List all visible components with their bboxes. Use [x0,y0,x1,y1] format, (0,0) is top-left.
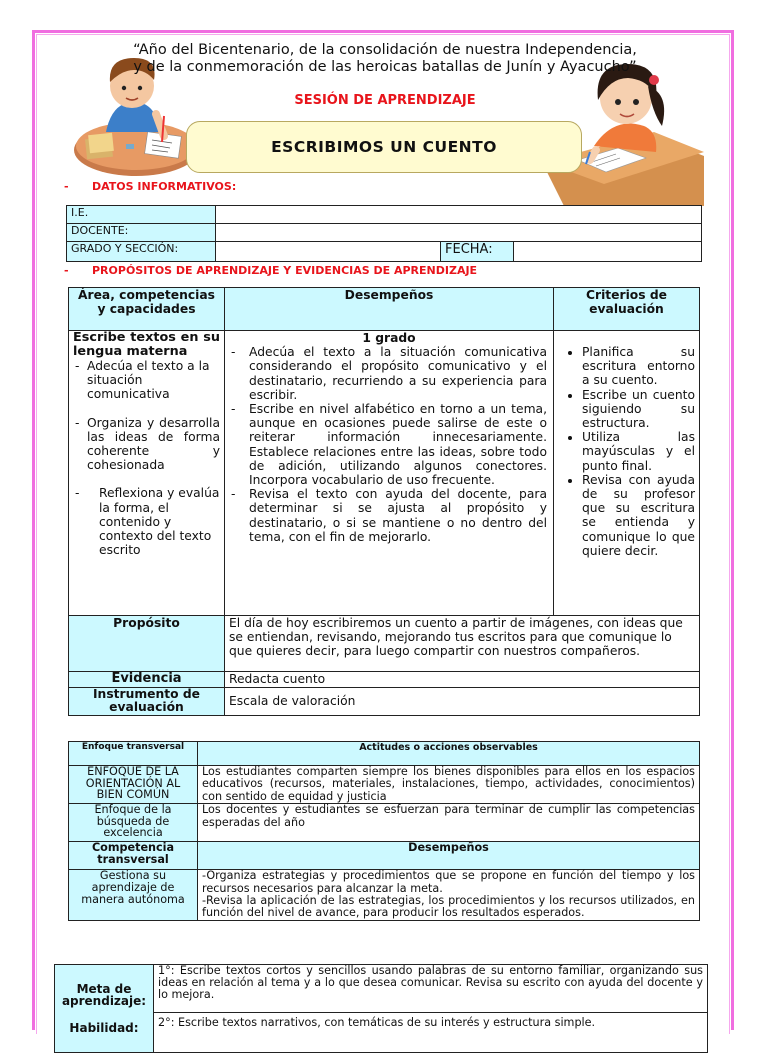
section-propositos-title: PROPÓSITOS DE APRENDIZAJE Y EVIDENCIAS DE APRENDIZAJE [92,264,478,277]
criterios-cell [554,331,700,616]
desempeno-3: - Revisa el texto con ayuda del docente, para determinar si se ajusta al propósito y destinatario, o si se mantiene o no dentro del tema, con el fin de mejorarlo. [229,487,547,544]
motto-line-2: y de la conmemoración de las heroicas batallas de Junín y Ayacucho” [133,59,637,75]
fecha-label: FECHA: [441,242,514,262]
col-competencia: Competencia transversal [69,842,198,870]
capacidad-1: - Adecúa el texto a la situación comunicativa [73,359,220,402]
desempeno-1: - Adecúa el texto a la situación comunicativa considerando el propósito comunicativo y el destinatario, recurriendo a su experiencia para escribir. [229,345,547,402]
enfoque-2: Enfoque de la búsqueda de excelencia [69,804,198,842]
meta-item-1: 1°: Escribe textos cortos y sencillos usando palabras de su entorno familiar, organizando sus ideas en relación al tema y a lo que desea comunicar. Revisa su escrito con ayuda del docente y lo mejora. [154,965,708,1013]
ie-label: I.E. [67,206,216,224]
competencia-desempeno: -Organiza estrategias y procedimientos que se propone en función del tiempo y los recursos necesarios para alcanzar la meta. -Revisa la aplicación de las estrategias, los procedimientos y los recursos utilizados, en función del nivel de avance, para producir los resultados esperados. [198,870,700,921]
grado-label: GRADO Y SECCIÓN: [67,242,216,262]
col-desempenos: Desempeños [225,288,554,331]
section-datos-title: DATOS INFORMATIVOS: [92,180,237,193]
datos-table [66,205,702,262]
fecha-value[interactable] [514,242,702,262]
desempeno-2: - Escribe en nivel alfabético en torno a un tema, aunque en ocasiones puede salirse de este o reiterar información innecesariamente. Establece relaciones entre las ideas, sobre todo de adición, utilizando algunos conectores. Incorpora vocabulario de uso frecuente. [229,402,547,487]
col-actitudes: Actitudes o acciones observables [198,742,700,766]
col-desempenos-transversal: Desempeños [198,842,700,870]
proposito-label: Propósito [69,616,225,672]
motto-line-1: “Año del Bicentenario, de la consolidación de nuestra Independencia, [133,42,637,58]
proposito-text: El día de hoy escribiremos un cuento a partir de imágenes, con ideas que se entiendan, revisando, mejorando tus escritos para que comunique lo que quieres decir, para luego compartir con nuestros compañeros. [225,616,700,672]
evidencia-label: Evidencia [69,672,225,688]
header-motto [80,42,690,76]
ie-value[interactable] [216,206,702,224]
page-title: ESCRIBIMOS UN CUENTO [271,138,497,156]
section-datos: - DATOS INFORMATIVOS: [64,180,237,193]
session-label: SESIÓN DE APRENDIZAJE [294,93,476,108]
capacidad-3: - Reflexiona y evalúa la forma, el contenido y contexto del texto escrito [73,486,220,557]
area-cell [69,331,225,616]
enfoques-table [68,741,700,921]
docente-value[interactable] [216,224,702,242]
grado-heading: 1 grado [362,331,416,345]
enfoque-1: ENFOQUE DE LA ORIENTACIÓN AL BIEN COMÚN [69,766,198,804]
competencia-transversal: Gestiona su aprendizaje de manera autónoma [69,870,198,921]
evidencia-text: Redacta cuento [225,672,700,688]
title-box [186,121,582,173]
desempenos-cell [225,331,554,616]
meta-item-2: 2°: Escribe textos narrativos, con temáticas de su interés y estructura simple. [154,1013,708,1053]
actitud-1: Los estudiantes comparten siempre los bienes disponibles para ellos en los espacios educativos (recursos, materiales, instalaciones, tiempo, actividades, conocimientos) con sentido de equidad y justicia [198,766,700,804]
meta-label: Meta de aprendizaje: [61,982,147,1009]
actitud-2: Los docentes y estudiantes se esfuerzan para terminar de cumplir las competencias esperadas del año [198,804,700,842]
meta-label-cell [55,965,154,1053]
section-propositos: - PROPÓSITOS DE APRENDIZAJE Y EVIDENCIAS DE APRENDIZAJE [64,264,478,277]
docente-label: DOCENTE: [67,224,216,242]
col-enfoque: Enfoque transversal [69,742,198,766]
criterio-3: • Utiliza las mayúsculas y el punto final. [582,430,695,473]
instrumento-text: Escala de valoración [225,688,700,716]
grado-value[interactable] [216,242,441,262]
instrumento-label: Instrumento de evaluación [69,688,225,716]
meta-table [54,964,708,1053]
criterio-1: • Planifica su escritura entorno a su cuento. [582,345,695,388]
habilidad-label: Habilidad: [69,1020,139,1035]
criterio-4: • Revisa con ayuda de su profesor que su escritura se entienda y comunique lo que quiere decir. [582,473,695,558]
criterio-2: • Escribe un cuento siguiendo su estructura. [582,388,695,431]
col-area: Área, competencias y capacidades [69,288,225,331]
capacidad-2: - Organiza y desarrolla las ideas de forma coherente y cohesionada [73,416,220,473]
competencia: Escribe textos en su lengua materna [73,330,220,359]
col-criterios: Criterios de evaluación [554,288,700,331]
propositos-table [68,287,700,716]
